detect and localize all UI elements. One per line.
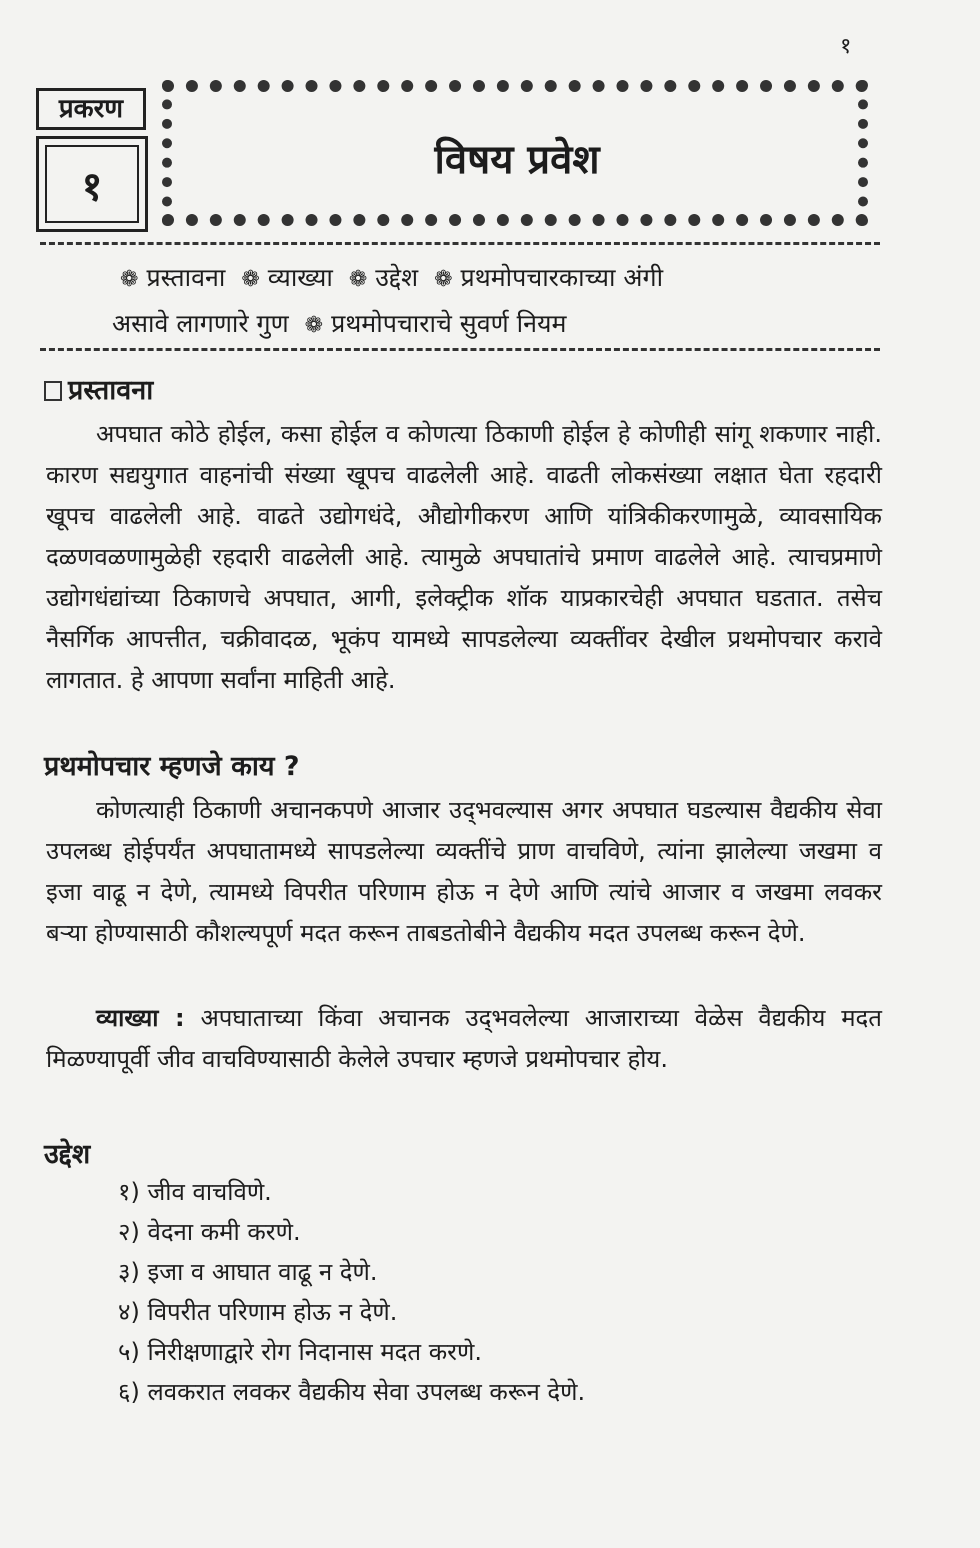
topic-bullet-icon: ❁ [241, 267, 260, 292]
intro-paragraph: अपघात कोठे होईल, कसा होईल व कोणत्या ठिकाणी होईल हे कोणीही सांगू शकणार नाही. कारण सद्ययुगात वाहनांची संख्या खूपच वाढलेली आहे. वाढती लोकसंख्या लक्षात घेता रहदारी खूपच वाढलेली आहे. वाढते उद्योगधंदे, औद्योगीकरण आणि यांत्रिकीकरणामुळे, व्यावसायिक दळणवळणामुळेही रहदारी वाढलेली आहे. त्यामुळे अपघातांचे प्रमाण वाढलेले आहे. त्याचप्रमाणे उद्योगधंद्यांच्या ठिकाणचे अपघात, आगी, इलेक्ट्रीक शॉक याप्रकारचेही अपघात घडतात. तसेच नैसर्गिक आपत्तीत, चक्रीवादळ, भूकंप यामध्ये सापडलेल्या व्यक्तींवर देखील प्रथमोपचार करावे लागतात. हे आपणा सर्वांना माहिती आहे. [46, 420, 882, 694]
chapter-number-box [36, 136, 148, 232]
definition-label: व्याख्या : [96, 1004, 185, 1032]
objectives-heading: उद्देश [44, 1139, 91, 1170]
intro-heading-text: प्रस्तावना [68, 375, 154, 406]
list-item: १) जीव वाचविणे. [118, 1178, 272, 1206]
topic-item: प्रस्तावना [146, 263, 226, 292]
topic-item: प्रथमोपचारकाच्या अंगी [460, 263, 664, 292]
topic-list [112, 256, 832, 348]
divider-top [40, 242, 880, 245]
chapter-number: १ [45, 145, 139, 223]
checkbox-square-icon [44, 381, 62, 401]
objectives-list [118, 1172, 585, 1412]
definition-text: अपघाताच्या किंवा अचानक उद्‌भवलेल्या आजाराच्या वेळेस वैद्यकीय मदत मिळण्यापूर्वी जीव वाचविण्यासाठी केलेले उपचार म्हणजे प्रथमोपचार होय. [46, 1004, 882, 1073]
topic-item: उद्देश [375, 263, 419, 292]
chapter-label: प्रकरण [36, 88, 146, 130]
topic-bullet-icon: ❁ [434, 267, 453, 292]
definition-paragraph [46, 998, 882, 1080]
topic-bullet-icon: ❁ [348, 267, 368, 292]
chapter-title: विषय प्रवेश [434, 137, 600, 183]
divider-bottom [40, 348, 880, 351]
topic-bullet-icon: ❁ [120, 267, 139, 292]
topic-item: असावे लागणारे गुण [112, 309, 289, 338]
topic-item: प्रथमोपचाराचे सुवर्ण नियम [331, 309, 567, 338]
list-item: ५) निरीक्षणाद्वारे रोग निदानास मदत करणे. [118, 1338, 482, 1366]
what-paragraph: कोणत्याही ठिकाणी अचानकपणे आजार उद्‌भवल्यास अगर अपघात घडल्यास वैद्यकीय सेवा उपलब्ध होईपर्यंत अपघातामध्ये सापडलेल्या व्यक्तींचे प्राण वाचविणे, त्यांना झालेल्या जखमा व इजा वाढू न देणे, त्यामध्ये विपरीत परिणाम होऊ न देणे आणि त्यांचे आजार व जखमा लवकर बऱ्या होण्यासाठी कौशल्यपूर्ण मदत करून ताबडतोबीने वैद्यकीय मदत उपलब्ध करून देणे. [46, 796, 882, 947]
page-number: १ [840, 34, 852, 59]
what-heading: प्रथमोपचार म्हणजे काय ? [44, 751, 300, 782]
list-item: ३) इजा व आघात वाढू न देणे. [118, 1258, 378, 1286]
list-item: ६) लवकरात लवकर वैद्यकीय सेवा उपलब्ध करून देणे. [118, 1378, 586, 1406]
intro-heading [44, 370, 153, 407]
list-item: ४) विपरीत परिणाम होऊ न देणे. [118, 1298, 398, 1326]
list-item: २) वेदना कमी करणे. [118, 1218, 301, 1246]
topic-bullet-icon: ❁ [304, 313, 324, 338]
topic-item: व्याख्या [267, 263, 333, 292]
